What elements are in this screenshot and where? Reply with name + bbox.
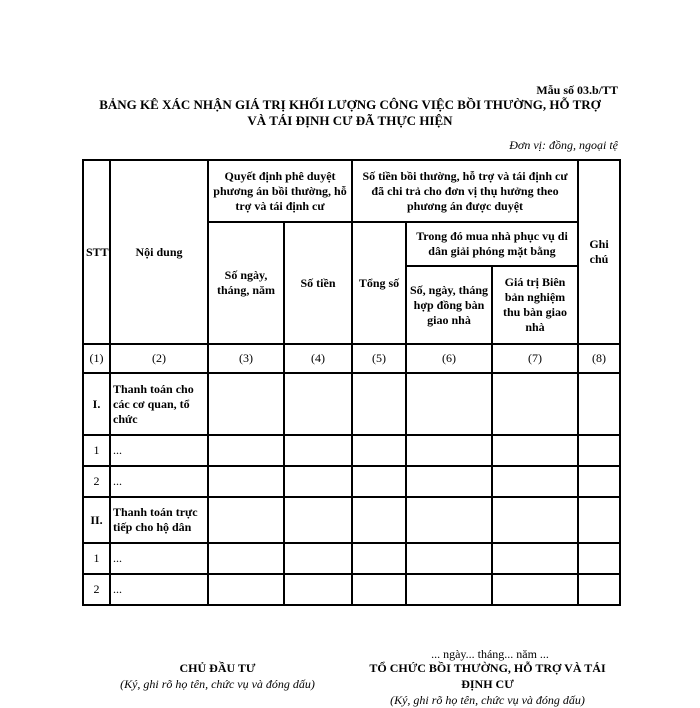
table-cell [406,435,492,466]
table-cell [492,466,578,497]
section-row [83,373,620,435]
table-cell [208,497,284,543]
row-stt: 1 [83,435,110,466]
investor-signature-note: (Ký, ghi rõ họ tên, chức vụ và đóng dấu) [120,677,315,691]
table-cell [406,574,492,605]
table-row [83,435,620,466]
header-decision-amount: Số tiền [284,222,352,344]
table-cell [406,543,492,574]
form-code: Mẫu số 03.b/TT [536,83,618,97]
header-content: Nội dung [110,160,208,344]
column-number: (2) [110,344,208,373]
table-cell [578,543,620,574]
section-label: Thanh toán cho các cơ quan, tổ chức [110,373,208,435]
header-decision-date: Số ngày, tháng, năm [208,222,284,344]
table-cell [406,497,492,543]
table-cell [578,373,620,435]
table-cell [352,435,406,466]
row-stt: 2 [83,466,110,497]
compensation-org-signature-block [355,660,620,708]
table-cell [208,435,284,466]
table-cell [208,574,284,605]
column-number: (6) [406,344,492,373]
table-cell [208,373,284,435]
date-line: ... ngày... tháng... năm ... [431,647,549,661]
table-cell [352,574,406,605]
table-cell [492,435,578,466]
table-cell [578,574,620,605]
table-cell [352,497,406,543]
column-number: (1) [83,344,110,373]
header-house-subgroup: Trong đó mua nhà phục vụ di dân giải phóng mặt bằng [406,222,578,266]
table-cell [352,543,406,574]
table-cell [284,466,352,497]
row-stt: 1 [83,543,110,574]
row-content: ... [110,435,208,466]
column-number: (5) [352,344,406,373]
row-content: ... [110,543,208,574]
column-number: (3) [208,344,284,373]
table-cell [492,373,578,435]
section-stt: II. [83,497,110,543]
confirmation-table [82,159,621,606]
table-cell [492,497,578,543]
section-row [83,497,620,543]
table-row [83,466,620,497]
table-cell [284,373,352,435]
table-cell [492,574,578,605]
table-cell [406,373,492,435]
table-cell [406,466,492,497]
table-cell [208,543,284,574]
header-decision-group: Quyết định phê duyệt phương án bồi thường, hỗ trợ và tái định cư [208,160,352,222]
investor-title: CHỦ ĐẦU TƯ [179,661,256,675]
table-cell [578,435,620,466]
table-cell [352,373,406,435]
column-number-row [83,344,620,373]
section-stt: I. [83,373,110,435]
compensation-org-signature-note: (Ký, ghi rõ họ tên, chức vụ và đóng dấu) [390,693,585,707]
header-contract: Số, ngày, tháng hợp đồng bàn giao nhà [406,266,492,344]
column-number: (7) [492,344,578,373]
column-number: (4) [284,344,352,373]
investor-signature-block [95,660,340,692]
table-cell [578,466,620,497]
header-stt: STT [83,160,110,344]
row-content: ... [110,466,208,497]
header-total: Tổng số [352,222,406,344]
table-cell [284,574,352,605]
document-title [80,97,620,129]
table-row [83,574,620,605]
table-cell [284,435,352,466]
title-line-2: VÀ TÁI ĐỊNH CƯ ĐÃ THỰC HIỆN [247,113,453,128]
column-number: (8) [578,344,620,373]
row-content: ... [110,574,208,605]
section-label: Thanh toán trực tiếp cho hộ dân [110,497,208,543]
table-cell [578,497,620,543]
header-paid-group: Số tiền bồi thường, hỗ trợ và tái định cư đã chi trả cho đơn vị thụ hưởng theo phương án được duyệt [352,160,578,222]
table-cell [208,466,284,497]
title-line-1: BẢNG KÊ XÁC NHẬN GIÁ TRỊ KHỐI LƯỢNG CÔNG VIỆC BỒI THƯỜNG, HỖ TRỢ [99,97,601,112]
header-note: Ghi chú [578,160,620,344]
row-stt: 2 [83,574,110,605]
compensation-org-title: TỔ CHỨC BỒI THƯỜNG, HỖ TRỢ VÀ TÁI ĐỊNH CƯ [369,661,606,691]
table-cell [284,543,352,574]
table-row [83,543,620,574]
currency-unit: Đơn vị: đồng, ngoại tệ [509,138,618,152]
table-cell [284,497,352,543]
table-cell [492,543,578,574]
header-acceptance-value: Giá trị Biên bản nghiệm thu bàn giao nhà [492,266,578,344]
table-cell [352,466,406,497]
